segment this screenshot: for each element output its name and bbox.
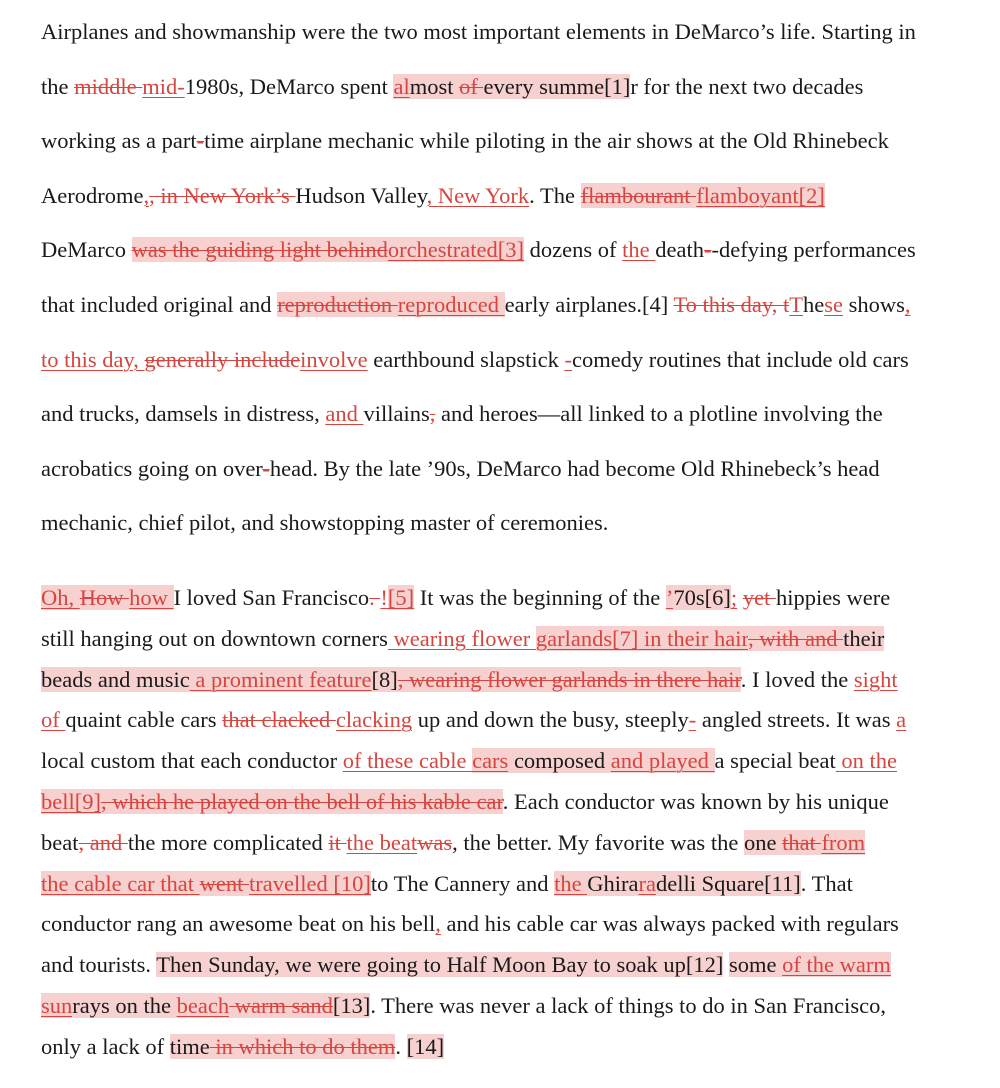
deletion-run: middle	[74, 73, 143, 99]
deletion-run: .	[369, 585, 381, 610]
text-run: comedy routines that include old cars	[571, 346, 909, 372]
insertion-run: wearing flower	[387, 625, 536, 651]
text-run: -defying performances	[711, 237, 916, 263]
text-run: the	[41, 73, 75, 99]
text-run: . That	[800, 870, 853, 896]
insertion-run: ,	[435, 911, 441, 937]
text-line	[41, 621, 976, 662]
text-line	[41, 825, 976, 866]
deletion-run: reproduction	[277, 291, 398, 317]
text-line	[41, 396, 976, 451]
deletion-run: that clacked	[222, 707, 336, 733]
deletion-run: ,	[429, 401, 436, 427]
text-run: . There was never a lack of things to do in San Francisco,	[370, 992, 887, 1018]
insertion-run: clacking	[335, 707, 413, 733]
deletion-run: went	[199, 870, 250, 896]
deletion-run: , with	[748, 625, 805, 651]
text-line	[41, 232, 976, 287]
text-run: and tourists.	[41, 952, 157, 978]
insertion-run: flamboyant[2]	[696, 182, 825, 208]
text-run: the more complicated	[127, 829, 329, 855]
insertion-run: the cable car that	[41, 870, 200, 896]
insertion-run: bell[9]	[41, 788, 101, 814]
text-run: 1980s, DeMarco spent	[184, 73, 394, 99]
deletion-run: How	[79, 585, 130, 610]
text-line	[41, 69, 976, 124]
text-run: . I loved the	[740, 666, 854, 692]
text-line	[41, 178, 976, 233]
deletion-run: , wearing flower garlands in there hair	[397, 666, 741, 692]
deletion-run: , and	[78, 829, 128, 855]
text-run: a special beat	[714, 748, 836, 774]
text-run: and heroes—all linked to a plotline involving the	[435, 401, 883, 427]
insertion-run: al	[393, 73, 410, 99]
insertion-run: the	[554, 870, 588, 896]
insertion-run: !	[380, 585, 388, 610]
text-run: that included original and	[41, 291, 278, 317]
text-line	[41, 988, 976, 1029]
comment-anchor: [14]	[406, 1033, 445, 1059]
insertion-run: ,	[143, 182, 150, 208]
text-run: , the better. My favorite was the	[452, 829, 744, 855]
insertion-run: garlands[7]	[535, 625, 639, 651]
text-run: early airplanes.[4]	[504, 291, 674, 317]
insertion-run: how	[129, 585, 174, 610]
insertion-run: T	[789, 291, 803, 317]
insertion-run: the	[622, 237, 656, 263]
text-run: dozens of	[524, 237, 623, 263]
text-line	[41, 505, 976, 560]
text-run: hippies were	[775, 585, 891, 610]
insertion-run: sight	[853, 666, 898, 692]
text-line	[41, 947, 976, 988]
comment-anchor: time	[169, 1033, 210, 1059]
text-run: head. By the late ’90s, DeMarco had become Old Rhinebeck’s head	[269, 455, 880, 481]
text-run: only a lack of	[41, 1033, 170, 1059]
comment-anchor: some	[729, 952, 783, 978]
insertion-run: from	[821, 829, 866, 855]
text-run: villains	[363, 401, 430, 427]
insertion-run: , New York	[426, 182, 530, 208]
comment-anchor: [8]	[371, 666, 398, 692]
deletion-run: in New York’s	[160, 182, 296, 208]
text-line	[41, 784, 976, 825]
text-run: r for the next two decades	[630, 73, 864, 99]
insertion-run: se	[824, 291, 843, 317]
text-line	[41, 287, 976, 342]
text-line	[41, 123, 976, 178]
text-run: I loved San Francisco	[173, 585, 370, 610]
insertion-run: in their hair	[638, 625, 749, 651]
comment-anchor: delli Square[11]	[656, 870, 801, 896]
text-run: angled streets. It was	[696, 707, 897, 733]
insertion-run: ’	[665, 585, 674, 610]
text-run: Airplanes and showmanship were the two most important elements in DeMarco’s life. Starting in	[41, 19, 916, 44]
insertion-run: ra	[638, 870, 656, 896]
text-run: quaint cable cars	[65, 707, 223, 733]
insertion-run: of	[41, 707, 66, 733]
comment-anchor: Then Sunday, we were going to Half Moon Bay to soak up[12]	[156, 952, 724, 978]
insertion-run: and	[325, 401, 364, 427]
text-run: to The Cannery and	[370, 870, 555, 896]
comment-anchor: 70s[6]	[673, 585, 731, 610]
text-run: earthbound slapstick	[367, 346, 565, 372]
text-run: mechanic, chief pilot, and showstopping master of ceremonies.	[41, 510, 609, 536]
deletion-run: ,	[149, 182, 161, 208]
text-line	[41, 451, 976, 506]
deletion-run: yet	[742, 585, 776, 610]
insertion-run: orchestrated[3]	[387, 237, 525, 263]
text-run: death	[655, 237, 704, 263]
text-run: It was the beginning of the	[414, 585, 666, 610]
text-run: still hanging out on downtown corners	[41, 625, 388, 651]
text-line	[41, 743, 976, 784]
paragraph-airplanes	[41, 14, 976, 560]
insertion-run: sun	[41, 992, 73, 1018]
text-line	[41, 14, 976, 69]
insertion-run: mid-	[142, 73, 185, 99]
insertion-run: involve	[300, 346, 368, 372]
text-run: and trucks, damsels in distress,	[41, 401, 326, 427]
insertion-run: on the	[835, 748, 897, 774]
comment-anchor: beads and music	[41, 666, 190, 692]
text-run: DeMarco	[41, 237, 132, 263]
deletion-run: , which he played on the bell of his kable car	[100, 788, 503, 814]
insertion-run: -	[564, 346, 572, 372]
insertion-run: of these cable	[342, 748, 473, 774]
deletion-run: -	[262, 455, 270, 481]
insertion-run: travelled [10]	[249, 870, 371, 896]
deletion-run: was the guiding light behind	[131, 237, 388, 263]
deletion-run: and	[804, 625, 844, 651]
text-line	[41, 702, 976, 743]
text-run: working as a part	[41, 128, 197, 154]
text-run: . Each conductor was known by his unique	[502, 788, 889, 814]
insertion-run: and played	[610, 748, 715, 774]
insertion-run: Oh,	[41, 585, 80, 610]
deletion-run: To this day, t	[673, 291, 790, 317]
deletion-run: was	[417, 829, 453, 855]
deletion-run: warm sand	[229, 992, 333, 1018]
text-run: local custom that each conductor	[41, 748, 343, 774]
insertion-run: of the warm	[782, 952, 891, 978]
comment-anchor: [13]	[332, 992, 371, 1018]
text-run: conductor rang an awesome beat on his bell	[41, 911, 436, 937]
text-run: beat	[41, 829, 79, 855]
deletion-run: of	[459, 73, 484, 99]
deletion-run: -	[196, 128, 205, 154]
insertion-run: -	[688, 707, 697, 733]
deletion-run: in which to do them	[209, 1033, 396, 1059]
paragraph-san-francisco	[41, 580, 976, 1070]
text-line	[41, 866, 976, 907]
comment-marker[interactable]: [5]	[387, 585, 415, 610]
insertion-run: ,	[904, 291, 911, 317]
text-line	[41, 662, 976, 703]
text-line	[41, 1029, 976, 1070]
text-run: and his cable car was always packed with regulars	[440, 911, 899, 937]
deletion-run: generally include	[144, 346, 301, 372]
comment-anchor: one	[743, 829, 783, 855]
insertion-run: reproduced	[397, 291, 505, 317]
text-run: up and down the busy, steeply	[412, 707, 689, 733]
insertion-run: a prominent feature	[189, 666, 372, 692]
text-line	[41, 580, 976, 621]
text-run: .	[395, 1033, 407, 1059]
comment-anchor: every summe[1]	[483, 73, 631, 99]
comment-anchor: their	[843, 625, 885, 651]
comment-anchor: most	[409, 73, 460, 99]
text-run: he	[802, 291, 825, 317]
comment-anchor: composed	[508, 748, 611, 774]
text-run: shows	[842, 291, 905, 317]
text-run: Hudson Valley	[295, 182, 427, 208]
insertion-run: a	[896, 707, 907, 733]
insertion-run: cars	[472, 748, 509, 774]
insertion-run: to this day,	[41, 346, 145, 372]
deletion-run: -	[703, 237, 712, 263]
text-run: . The	[529, 182, 581, 208]
insertion-run: beach	[176, 992, 230, 1018]
text-run: acrobatics going on over	[41, 455, 263, 481]
deletion-run: flambourant	[580, 182, 697, 208]
deletion-run: it	[328, 829, 347, 855]
comment-anchor: rays on the	[72, 992, 177, 1018]
text-run: Aerodrome	[41, 182, 144, 208]
text-run: time airplane mechanic while piloting in the air shows at the Old Rhinebeck	[204, 128, 889, 154]
text-line	[41, 342, 976, 397]
deletion-run: that	[782, 829, 822, 855]
insertion-run: ;	[730, 585, 738, 610]
insertion-run: the beat	[346, 829, 418, 855]
text-line	[41, 906, 976, 947]
comment-anchor: Ghira	[587, 870, 639, 896]
